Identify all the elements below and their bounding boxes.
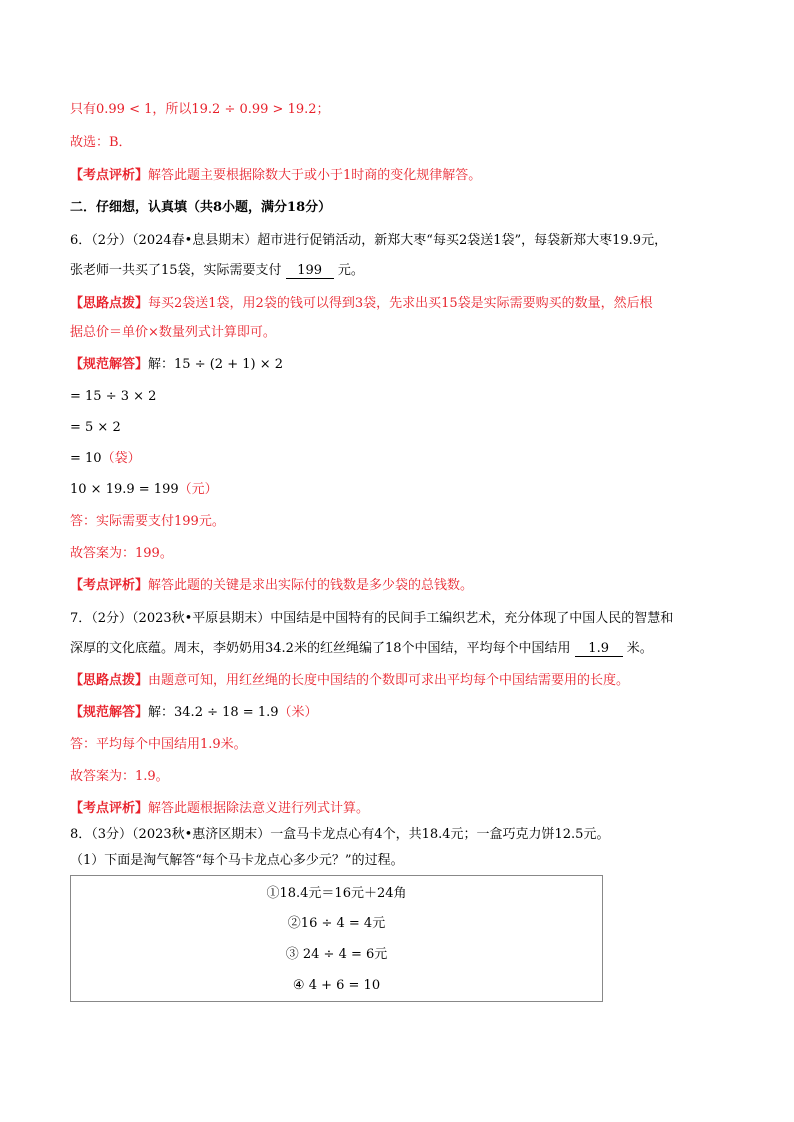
q6-stem-post: 元。: [337, 263, 364, 278]
q6-step3: [70, 450, 141, 468]
review-text: 解答此题根据除法意义进行列式计算。: [148, 801, 370, 816]
hint-tag: 【思路点拨】: [70, 673, 149, 688]
q6-answer-blank: 199: [286, 263, 334, 279]
box-step-3: ③ 24 ÷ 4 = 6元: [285, 947, 388, 962]
q8-sub1: （1）下面是淘气解答“每个马卡龙点心多少元？”的过程。: [70, 853, 404, 868]
q7-review: [70, 800, 369, 818]
q6-hint: [70, 295, 653, 313]
solution-text: 解：34.2 ÷ 18 = 1.9: [148, 705, 279, 720]
review-tag: 【考点评析】: [70, 801, 149, 816]
review-text: 解答此题的关键是求出实际付的钱数是多少袋的总钱数。: [148, 578, 474, 593]
review-tag: 【考点评析】: [70, 168, 149, 183]
solution-text: 解：15 ÷ (2 + 1) × 2: [148, 357, 283, 372]
q7-stem-line1: 7．（2分）（2023秋•平原县期末）中国结是中国特有的民间手工编织艺术，充分体现了中国人民的智慧和: [70, 611, 674, 626]
q6-step4: [70, 481, 218, 499]
q7-hint: [70, 672, 629, 690]
q7-final-answer: 故答案为：1.9。: [70, 769, 169, 784]
review-text: 解答此题主要根据除数大于或小于1时商的变化规律解答。: [148, 168, 482, 183]
q6-stem-line1: 6．（2分）（2024春•息县期末）超市进行促销活动，新郑大枣“每买2袋送1袋”，每袋新郑大枣19.9元，: [70, 233, 668, 248]
q6-solution: [70, 356, 283, 374]
solution-tag: 【规范解答】: [70, 357, 149, 372]
solution-unit: （米）: [278, 705, 318, 720]
q7-stem-post: 米。: [626, 641, 653, 656]
box-step-2: ②16 ÷ 4 = 4元: [287, 916, 386, 931]
solution-tag: 【规范解答】: [70, 705, 149, 720]
q6-final-answer: 故答案为：199。: [70, 546, 173, 561]
q6-step3-expr: = 10: [70, 451, 102, 466]
prev-answer-choice: 故选：B．: [70, 135, 132, 150]
box-step-4: ④ 4 + 6 = 10: [292, 978, 381, 993]
q6-step3-unit: （袋）: [101, 451, 141, 466]
q7-stem-pre: 深厚的文化底蕴。周末，李奶奶用34.2米的红丝绳编了18个中国结，平均每个中国结用: [70, 641, 571, 656]
q6-review: [70, 577, 473, 595]
q6-step1: = 15 ÷ 3 × 2: [70, 389, 157, 404]
review-tag: 【考点评析】: [70, 578, 149, 593]
q6-hint-line2: 据总价＝单价×数量列式计算即可。: [70, 325, 276, 340]
q7-stem-line2: [70, 640, 653, 658]
q7-answer-sentence: 答：平均每个中国结用1.9米。: [70, 737, 247, 752]
q7-solution: [70, 704, 318, 722]
q6-step4-expr: 10 × 19.9 = 199: [70, 482, 179, 497]
solution-process-box: [70, 875, 603, 1002]
q6-stem-pre: 张老师一共买了15袋，实际需要支付: [70, 263, 282, 278]
q6-step2: = 5 × 2: [70, 420, 121, 435]
q7-answer-blank: 1.9: [575, 641, 623, 657]
section-title: 二．仔细想，认真填（共8小题，满分18分）: [70, 200, 332, 215]
hint-text: 由题意可知，用红丝绳的长度中国结的个数即可求出平均每个中国结需要用的长度。: [148, 673, 630, 688]
hint-text: 每买2袋送1袋，用2袋的钱可以得到3袋，先求出买15袋是实际需要购买的数量，然后根: [148, 296, 653, 311]
prev-review: [70, 167, 481, 185]
q8-stem-line1: 8．（3分）（2023秋•惠济区期末）一盒马卡龙点心有4个，共18.4元；一盒巧克力饼12.5元。: [70, 827, 610, 842]
box-step-1: ①18.4元＝16元＋24角: [266, 886, 407, 901]
q6-answer-sentence: 答：实际需要支付199元。: [70, 514, 225, 529]
prev-answer-reason: 只有0.99 < 1，所以19.2 ÷ 0.99 > 19.2；: [70, 102, 330, 117]
q6-stem-line2: [70, 262, 364, 280]
q6-step4-unit: （元）: [178, 482, 218, 497]
hint-tag: 【思路点拨】: [70, 296, 149, 311]
